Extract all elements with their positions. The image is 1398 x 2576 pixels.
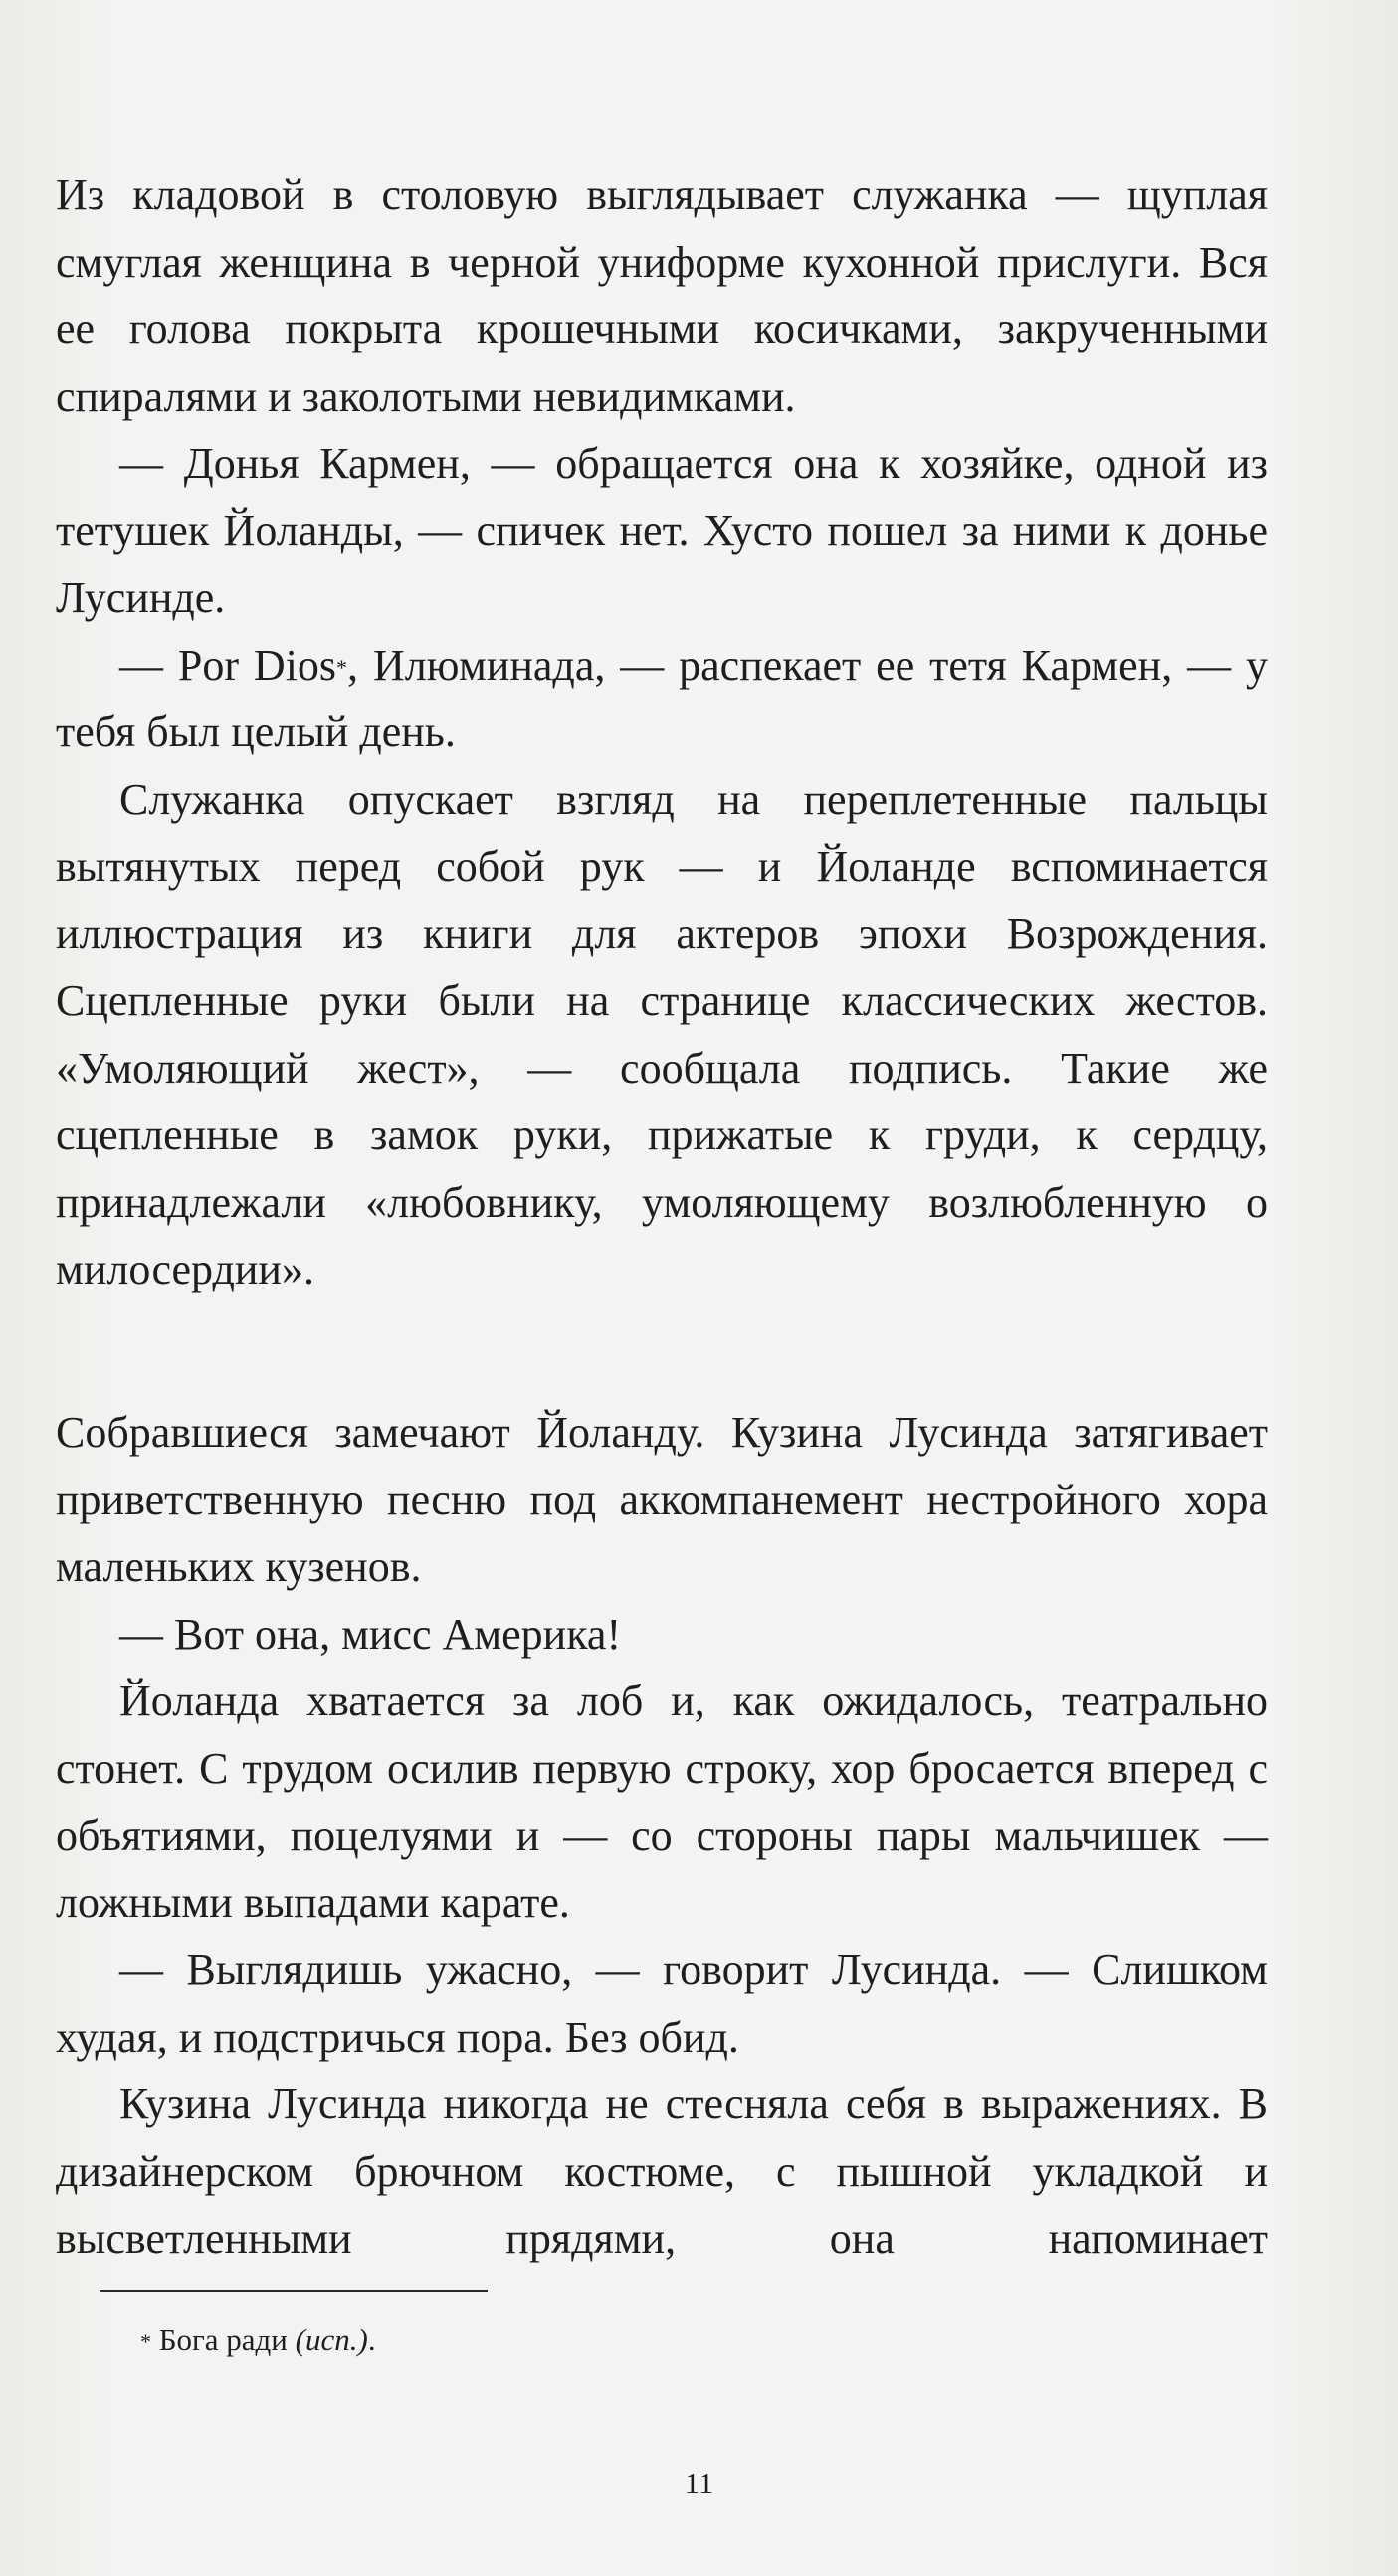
paragraph: — Вот она, мисс Америка! xyxy=(119,1609,622,1659)
text-section-bottom xyxy=(56,1399,1268,2273)
paragraph: Служанка опускает взгляд на переплетенные пальцы вытянутых перед собой рук — и Йоланде вспоминается иллюстрация из книги для актеров эпохи Возрождения. Сцепленные руки были на странице классических жестов. «Умоляющий жест», — сообщала подпись. Такие же сцепленные в замок руки, прижатые к груди, к сердцу, принадлежали «любовнику, умоляющему возлюбленную о милосердии». xyxy=(56,774,1268,1293)
paragraph: Кузина Лусинда никогда не стесняла себя в выражениях. В дизайнерском брючном костюме, с пышной укладкой и высветленными прядями, она напоминает xyxy=(56,2080,1268,2263)
paragraph-text: , Илюминада, — распекает ее тетя Кармен, — у тебя был целый день. xyxy=(56,640,1269,756)
paragraph: Собравшиеся замечают Йоланду. Кузина Лусинда затягивает приветственную песню под аккомпанемент нестройного хора маленьких кузенов. xyxy=(56,1408,1268,1591)
text-section-top xyxy=(56,161,1268,1303)
footnote-marker: * xyxy=(140,2329,151,2354)
footnote xyxy=(140,2320,376,2360)
paragraph xyxy=(56,632,1268,766)
footnote-end: . xyxy=(367,2322,376,2357)
paragraph: — Донья Кармен, — обращается она к хозяйке, одной из тетушек Йоланды, — спичек нет. Хусто пошел за ними к донье Лусинде. xyxy=(56,439,1268,622)
footnote-text: Бога ради xyxy=(158,2322,296,2357)
paragraph-text: — Por Dios xyxy=(119,640,337,690)
footnote-marker: * xyxy=(336,654,348,680)
page-number: 11 xyxy=(684,2466,714,2500)
paragraph: — Выглядишь ужасно, — говорит Лусинда. — Слишком худая, и подстричься пора. Без обид. xyxy=(56,1945,1268,2062)
paragraph: Йоланда хватается за лоб и, как ожидалось, театрально стонет. С трудом осилив первую строку, хор бросается вперед с объятиями, поцелуями и — со стороны пары мальчишек — ложными выпадами карате. xyxy=(56,1677,1268,1927)
paragraph: Из кладовой в столовую выглядывает служанка — щуплая смуглая женщина в черной униформе кухонной прислуги. Вся ее голова покрыта крошечными косичками, закрученными спиралями и заколотыми невидимками. xyxy=(56,170,1268,421)
footnote-divider xyxy=(100,2290,488,2292)
footnote-language: (исп.) xyxy=(295,2322,368,2357)
